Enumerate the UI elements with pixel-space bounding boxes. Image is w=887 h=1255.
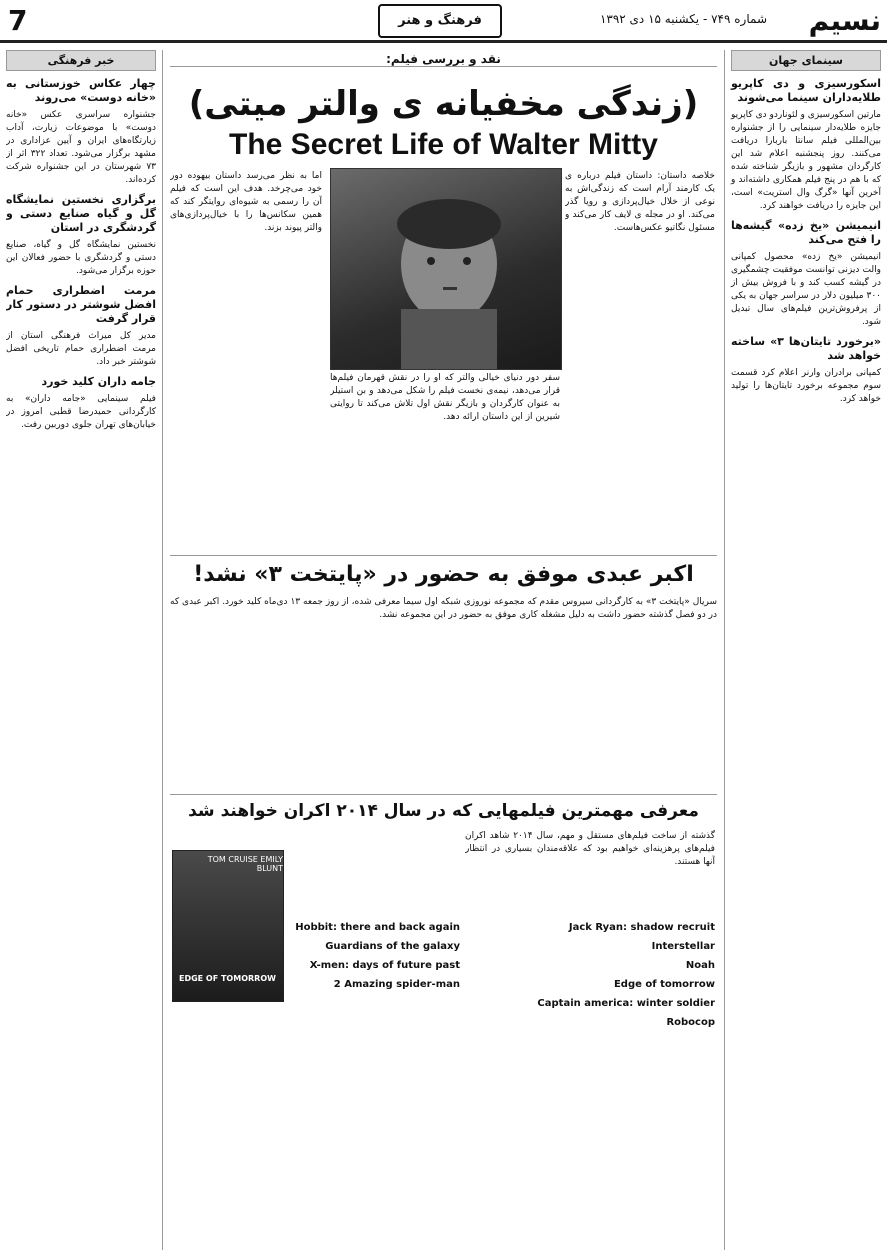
film-title: Noah bbox=[685, 960, 715, 971]
feature-kicker: نقد و بررسی فیلم: bbox=[170, 52, 717, 67]
feature-body-left: اما به نظر می‌رسد داستان بیهوده دور خود می‌چرخد. هدف این است که فیلم آن را رسمی به شیوه‌ای روایتگر کند که همین سکانس‌ها را با خیال‌پردازی‌های والتر پیوند بزند. bbox=[170, 171, 322, 233]
left-column bbox=[6, 50, 163, 1250]
films-intro: گذشته از ساخت فیلم‌های مستقل و مهم، سال ۲۰۱۴ شاهد اکران فیلم‌های پرهزینه‌ای خواهیم بود که علاقه‌مندان بسیاری در انتظار آنها هستند. bbox=[465, 831, 715, 867]
films-list-right bbox=[465, 915, 715, 1245]
film-title: Interstellar bbox=[651, 941, 715, 952]
feature-title-persian: (زندگی مخفیانه ی والتر میتی) bbox=[188, 84, 699, 124]
film-title: X-men: days of future past bbox=[309, 960, 460, 971]
article-body: نخستین نمایشگاه گل و گیاه، صنایع دستی و گردشگری با حضور فعالان این حوزه برگزار می‌شود. bbox=[6, 240, 156, 276]
film-title: Guardians of the galaxy bbox=[325, 941, 460, 952]
feature-body-center: سفر دور دنیای خیالی والتر که او را در نقش قهرمان فیلم‌ها قرار می‌دهد، نیمه‌ی نخست فیلم را شکل می‌دهد و بن استیلر به عنوان کارگردان و بازیگر نقش اول تلاش می‌کند تا روایتی شیرین از این داستان ارائه دهد. bbox=[330, 373, 560, 422]
news-body: سریال «پایتخت ۳» به کارگردانی سیروس مقدم که مجموعه نوروزی شبکه اول سیما معرفی شده، از روز جمعه ۱۳ دی‌ماه کلید خورد. اکبر عبدی که در دو فصل گذشته حضور داشت به دلیل مشغله کاری موفق به حضور در این مجموعه نشد. bbox=[170, 597, 717, 620]
article-body: جشنواره سراسری عکس «خانه دوست» با موضوعات زیارت، آداب زیارتگاه‌های ایران و آیین عزاداری در مشهد برگزار می‌شود. تعداد ۳۲۲ اثر از ۷۳ شهرستان در این جشنواره شرکت کرده‌اند. bbox=[6, 110, 156, 185]
newspaper-logo: نسیم bbox=[808, 4, 881, 37]
article-body: کمپانی برادران وارنر اعلام کرد قسمت سوم مجموعه برخورد تایتان‌ها را تولید خواهد کرد. bbox=[731, 368, 881, 404]
article-headline: برگزاری نخستین نمایشگاه گل و گیاه صنایع دستی و گردشگری در استان bbox=[6, 193, 156, 234]
news-headline: اکبر عبدی موفق به حضور در «پایتخت ۳» نشد! bbox=[170, 555, 717, 587]
left-column-title: خبر فرهنگی bbox=[6, 50, 156, 71]
film-title: 2 Amazing spider-man bbox=[333, 979, 460, 990]
page-number: 7 bbox=[8, 4, 28, 37]
right-column bbox=[724, 50, 881, 1250]
film-title: Jack Ryan: shadow recruit bbox=[568, 922, 715, 933]
film-title: Robocop bbox=[666, 1017, 715, 1028]
article-body: مارتین اسکورسیزی و لئوناردو دی کاپریو جایزه طلایه‌دار سینمایی را از جشنواره بین‌المللی فیلم سانتا باربارا دریافت می‌کنند. روز پنجشنبه اعلام شد این کارگردان مشهور و بازیگر شناخته شده که با هم در پنج فیلم همکاری داشته‌اند و آخرین آنها «گرگ وال استریت» است، این جایزه را دریافت خواهند کرد. bbox=[731, 110, 881, 211]
movie-poster bbox=[172, 850, 284, 1002]
feature-body-right: خلاصه داستان: داستان فیلم درباره ی یک کارمند آرام است که زندگی‌اش به نوعی از خلال خیال‌پردازی و رویا گذر می‌کند. او در مجله ی لایف کار می‌کند و مسئول نگاتیو عکس‌هاست. bbox=[565, 171, 715, 233]
article-headline: انیمیشن «یخ زده» گیشه‌ها را فتح می‌کند bbox=[731, 219, 881, 246]
actor-photo bbox=[330, 168, 562, 370]
article-body: فیلم سینمایی «جامه داران» به کارگردانی حمیدرضا قطبی امروز در خیابان‌های تهران جلوی دوربین رفت. bbox=[6, 394, 156, 430]
masthead bbox=[0, 0, 887, 43]
article-headline: جامه داران کلید خورد bbox=[41, 375, 156, 388]
article-headline: چهار عکاس خوزستانی به «خانه دوست» می‌روند bbox=[6, 77, 156, 104]
right-column-title: سینمای جهان bbox=[731, 50, 881, 71]
portrait-illustration bbox=[331, 169, 561, 369]
issue-info: شماره ۷۴۹ - یکشنبه ۱۵ دی ۱۳۹۲ bbox=[599, 12, 767, 26]
article-headline: «برخورد تایتان‌ها ۳» ساخته خواهد شد bbox=[731, 335, 881, 362]
film-title: Hobbit: there and back again bbox=[295, 922, 460, 933]
article-headline: مرمت اضطراری حمام افضل شوشتر در دستور کار قرار گرفت bbox=[6, 284, 156, 325]
poster-title: EDGE OF TOMORROW bbox=[179, 974, 276, 983]
film-title: Captain america: winter soldier bbox=[537, 998, 715, 1009]
feature-title-english: The Secret Life of Walter Mitty bbox=[229, 128, 658, 161]
article-body: مدیر کل میراث فرهنگی استان از مرمت اضطراری حمام تاریخی افضل شوشتر خبر داد. bbox=[6, 331, 156, 367]
films-list-left bbox=[290, 915, 460, 1245]
section-badge: فرهنگ و هنر bbox=[378, 4, 502, 38]
article-body: انیمیشن «یخ زده» محصول کمپانی والت دیزنی توانست موفقیت چشمگیری در گیشه کسب کند و با فروش بیش از ۳۰۰ میلیون دلار در سراسر جهان به یکی از پرفروش‌ترین فیلم‌های سال تبدیل شود. bbox=[731, 252, 881, 327]
poster-stars: TOM CRUISE EMILY BLUNT bbox=[207, 855, 283, 873]
films-headline: معرفی مهمترین فیلمهایی که در سال ۲۰۱۴ اکران خواهند شد bbox=[170, 794, 717, 821]
film-title: Edge of tomorrow bbox=[613, 979, 715, 990]
article-headline: اسکورسیزی و دی کاپریو طلایه‌داران سینما می‌شوند bbox=[731, 77, 881, 104]
